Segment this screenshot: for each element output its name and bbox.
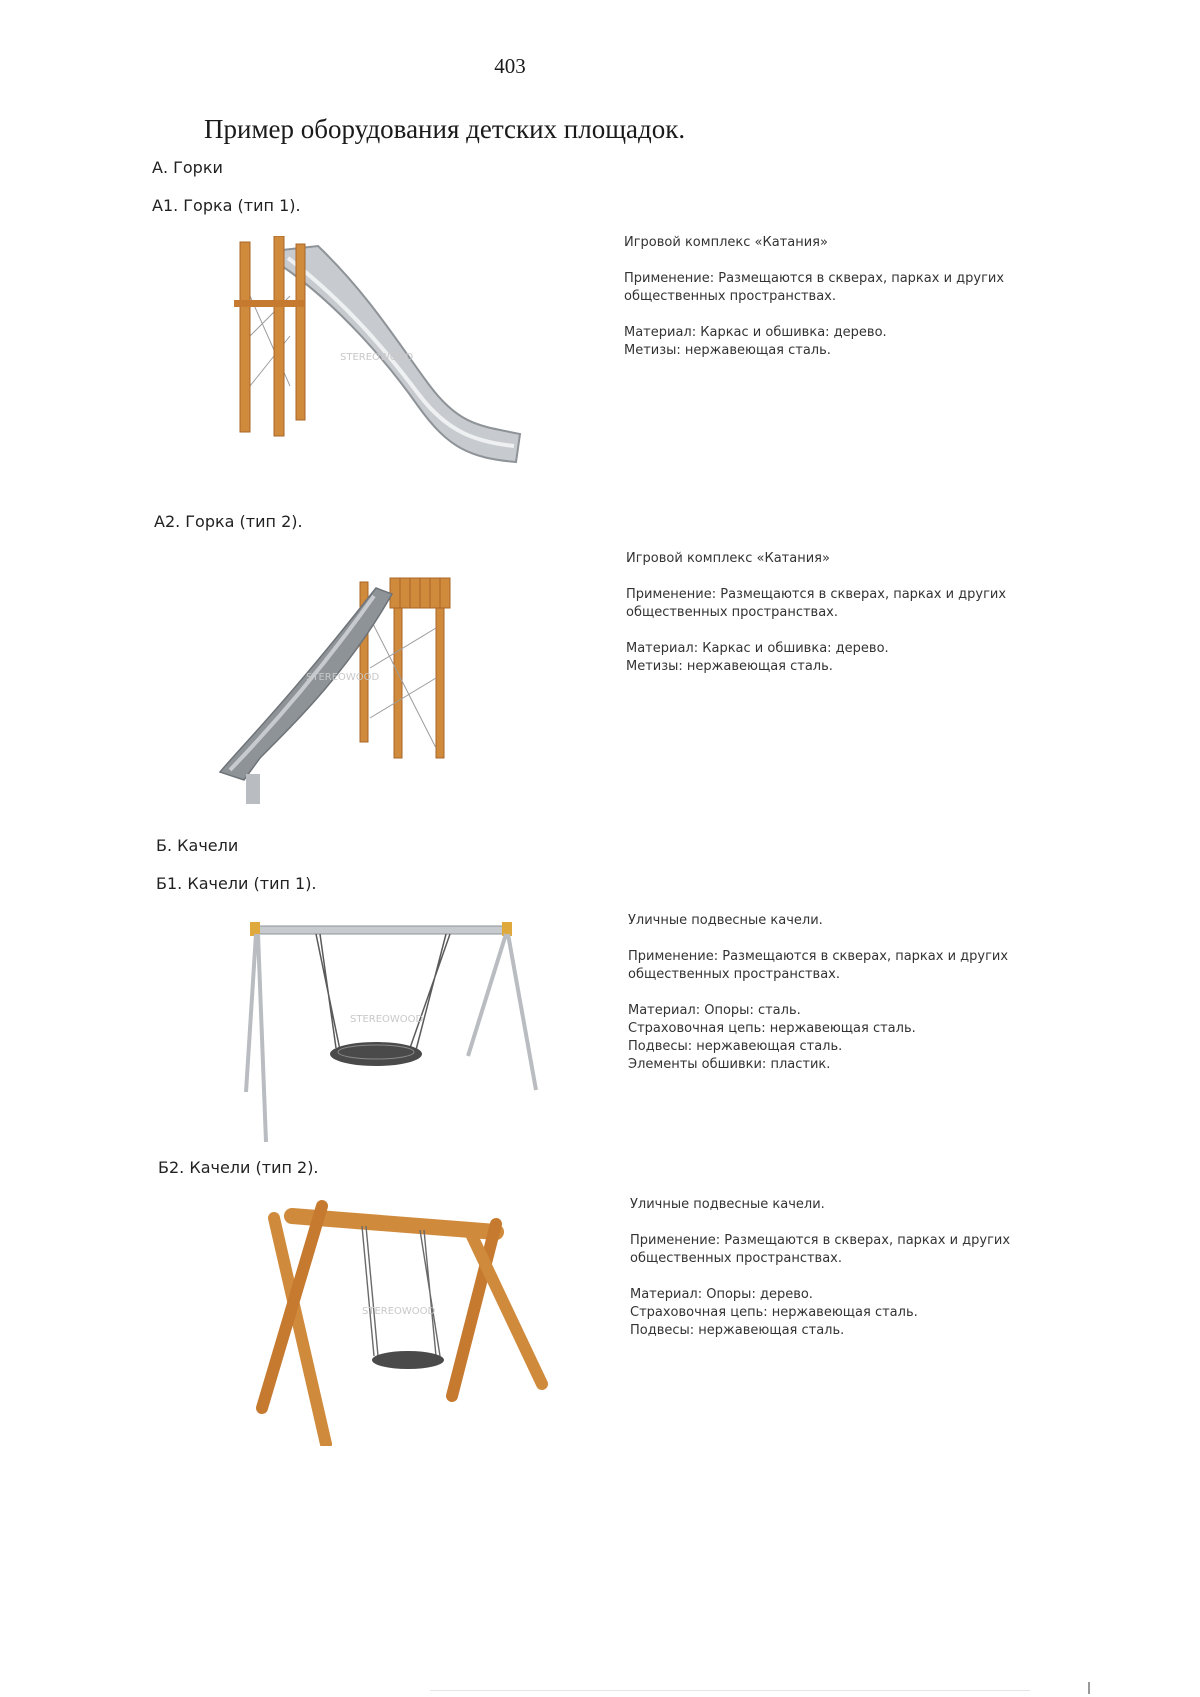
slide-illustration-type-1 [220, 236, 550, 498]
material-line: Страховочная цепь: нержавеющая сталь. [630, 1305, 918, 1320]
material-line: Метизы: нержавеющая сталь. [624, 343, 831, 358]
swing-illustration-type-2 [252, 1196, 552, 1446]
material-line: Элементы обшивки: пластик. [628, 1057, 831, 1072]
material-line: Метизы: нержавеющая сталь. [626, 659, 833, 674]
item-heading-b2: Б2. Качели (тип 2). [158, 1158, 319, 1177]
item-description-a2 [626, 550, 1096, 676]
slide-illustration-type-2 [210, 548, 490, 823]
swing-illustration-type-1 [240, 912, 540, 1142]
application-line: общественных пространствах. [626, 605, 838, 620]
item-heading-b1: Б1. Качели (тип 1). [156, 874, 317, 893]
application-line: Применение: Размещаются в скверах, парках и других [624, 271, 1005, 286]
item-description-b1 [628, 912, 1098, 1074]
watermark: STEREOWOOD [306, 672, 380, 683]
application-line: Применение: Размещаются в скверах, парках и других [628, 949, 1009, 964]
material-line: Материал: Опоры: сталь. [628, 1003, 801, 1018]
page-bottom-rule [430, 1690, 1030, 1691]
item-name: Уличные подвесные качели. [628, 913, 823, 928]
application-line: общественных пространствах. [630, 1251, 842, 1266]
application-line: общественных пространствах. [628, 967, 840, 982]
page-number: 403 [494, 54, 526, 78]
material-line: Страховочная цепь: нержавеющая сталь. [628, 1021, 916, 1036]
document-title: Пример оборудования детских площадок. [204, 114, 686, 144]
item-heading-a1: А1. Горка (тип 1). [152, 196, 301, 215]
section-heading-a: А. Горки [152, 158, 223, 177]
application-line: Применение: Размещаются в скверах, парках и других [630, 1233, 1011, 1248]
section-heading-b: Б. Качели [156, 836, 239, 855]
application-line: общественных пространствах. [624, 289, 836, 304]
material-line: Подвесы: нержавеющая сталь. [630, 1323, 845, 1338]
item-heading-a2: А2. Горка (тип 2). [154, 512, 303, 531]
watermark: STEREOWOOD [350, 1014, 424, 1025]
material-line: Материал: Каркас и обшивка: дерево. [624, 325, 887, 340]
material-line: Материал: Каркас и обшивка: дерево. [626, 641, 889, 656]
item-name: Игровой комплекс «Катания» [626, 551, 830, 566]
application-line: Применение: Размещаются в скверах, парках и других [626, 587, 1007, 602]
watermark: STEREOWOOD [340, 352, 414, 363]
item-description-b2 [630, 1196, 1100, 1340]
material-line: Подвесы: нержавеющая сталь. [628, 1039, 843, 1054]
item-name: Уличные подвесные качели. [630, 1197, 825, 1212]
item-name: Игровой комплекс «Катания» [624, 235, 828, 250]
material-line: Материал: Опоры: дерево. [630, 1287, 813, 1302]
item-description-a1 [624, 234, 1094, 360]
page-edge-mark [1088, 1682, 1090, 1694]
watermark: STEREOWOOD [362, 1306, 436, 1317]
